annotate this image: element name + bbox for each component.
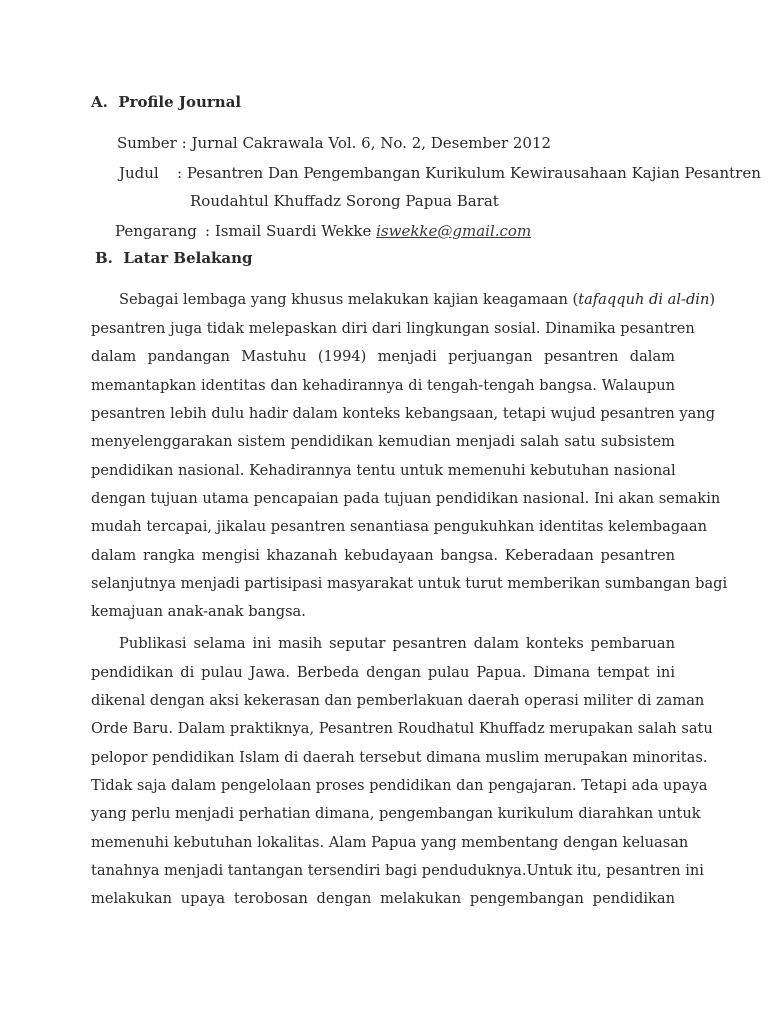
sumber-value: Jurnal Cakrawala Vol. 6, No. 2, Desember 2012 <box>191 134 552 152</box>
judul-separator: : <box>177 164 183 182</box>
paragraph-2-line: melakukan upaya terobosan dengan melakukan pengembangan pendidikan <box>91 890 675 907</box>
paragraph-1-line: pesantren lebih dulu hadir dalam konteks kebangsaan, tetapi wujud pesantren yang <box>91 405 716 422</box>
pengarang-label: Pengarang <box>115 222 197 240</box>
paragraph-2-line: pendidikan di pulau Jawa. Berbeda dengan pulau Papua. Dimana tempat ini <box>91 664 675 681</box>
paragraph-2-line: pelopor pendidikan Islam di daerah tersebut dimana muslim merupakan minoritas. <box>91 749 708 766</box>
paragraph-2-line: yang perlu menjadi perhatian dimana, pengembangan kurikulum diarahkan untuk <box>91 805 701 822</box>
pengarang-line <box>205 222 531 240</box>
paragraph-1-line: kemajuan anak-anak bangsa. <box>91 603 306 620</box>
paragraph-2-line: dikenal dengan aksi kekerasan dan pemberlakuan daerah operasi militer di zaman <box>91 692 705 709</box>
judul-label: Judul <box>119 164 159 182</box>
paragraph-2-line: Orde Baru. Dalam praktiknya, Pesantren Roudhatul Khuffadz merupakan salah satu <box>91 720 713 737</box>
sumber-separator: : <box>181 134 187 152</box>
paragraph-1-line: pesantren juga tidak melepaskan diri dari lingkungan sosial. Dinamika pesantren <box>91 320 695 337</box>
paragraph-2-line: Publikasi selama ini masih seputar pesantren dalam konteks pembaruan <box>119 635 675 652</box>
section-a-title: Profile Journal <box>118 93 242 111</box>
judul-value-line-1: Pesantren Dan Pengembangan Kurikulum Kewirausahaan Kajian Pesantren <box>186 164 761 182</box>
paragraph-1-line-1-close: ) <box>709 291 716 308</box>
paragraph-2-line: Tidak saja dalam pengelolaan proses pendidikan dan pengajaran. Tetapi ada upaya <box>91 777 708 794</box>
paragraph-1-line: mudah tercapai, jikalau pesantren senantiasa pengukuhkan identitas kelembagaan <box>91 518 707 535</box>
paragraph-2-line: tanahnya menjadi tantangan tersendiri bagi penduduknya.Untuk itu, pesantren ini <box>91 862 704 879</box>
judul-value-line-2: Roudahtul Khuffadz Sorong Papua Barat <box>190 192 499 210</box>
section-a-heading <box>91 93 241 111</box>
section-b-letter: B. <box>95 249 113 267</box>
section-b-heading <box>95 249 253 267</box>
paragraph-1-line: menyelenggarakan sistem pendidikan kemudian menjadi salah satu subsistem <box>91 433 675 450</box>
paragraph-2-line: memenuhi kebutuhan lokalitas. Alam Papua yang membentang dengan keluasan <box>91 834 689 851</box>
paragraph-1-line <box>119 289 716 311</box>
section-a-letter: A. <box>91 93 108 111</box>
paragraph-1-line: memantapkan identitas dan kehadirannya di tengah-tengah bangsa. Walaupun <box>91 377 675 394</box>
paragraph-1-line-1-text: Sebagai lembaga yang khusus melakukan kajian keagamaan ( <box>119 291 579 308</box>
section-b-title: Latar Belakang <box>123 249 253 267</box>
paragraph-1-line: dengan tujuan utama pencapaian pada tujuan pendidikan nasional. Ini akan semakin <box>91 490 721 507</box>
pengarang-separator: : <box>205 222 211 240</box>
sumber-label: Sumber <box>117 134 177 152</box>
paragraph-1-line: selanjutnya menjadi partisipasi masyarakat untuk turut memberikan sumbangan bagi <box>91 575 728 592</box>
judul-line-1 <box>177 164 761 182</box>
pengarang-value: Ismail Suardi Wekke <box>214 222 372 240</box>
paragraph-1-line: dalam pandangan Mastuhu (1994) menjadi perjuangan pesantren dalam <box>91 348 675 365</box>
paragraph-1-italic-term: tafaqquh di al-din <box>578 291 710 308</box>
pengarang-email-link[interactable]: iswekke@gmail.com <box>376 222 532 240</box>
profile-sumber <box>117 134 551 152</box>
paragraph-1-line: dalam rangka mengisi khazanah kebudayaan bangsa. Keberadaan pesantren <box>91 547 675 564</box>
paragraph-1-line: pendidikan nasional. Kehadirannya tentu untuk memenuhi kebutuhan nasional <box>91 462 676 479</box>
